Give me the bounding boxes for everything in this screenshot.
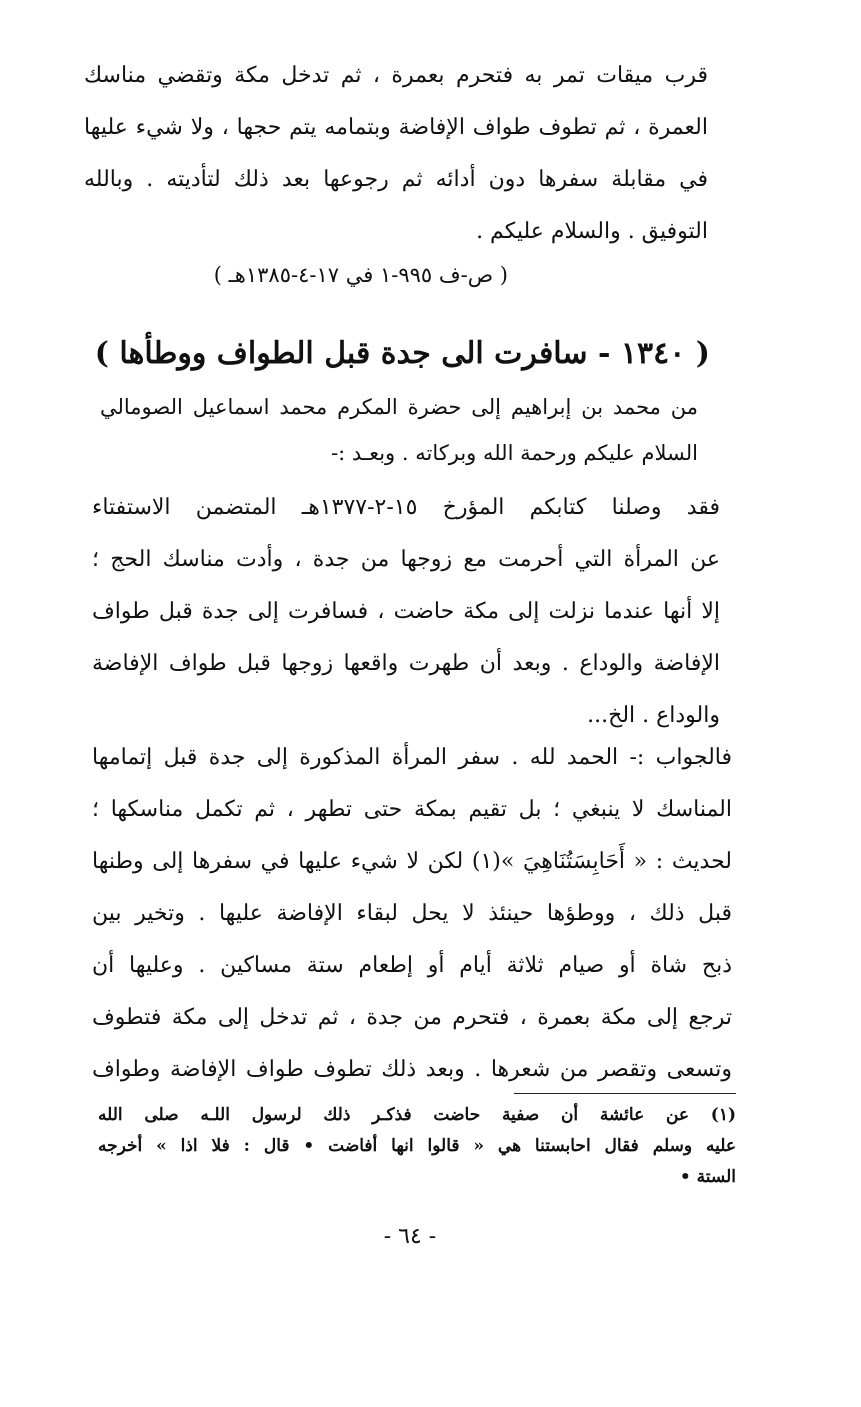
text-line: الإفاضة والوداع . وبعد أن طهرت واقعها زوجها قبل طواف الإفاضة bbox=[92, 651, 720, 676]
text-line: التوفيق . والسلام عليكم . bbox=[476, 219, 708, 244]
text-line: إلا أنها عندما نزلت إلى مكة حاضت ، فسافرت إلى جدة قبل طواف bbox=[92, 599, 720, 624]
footnote-line: (١) عن عائشة أن صفية حاضت فذكـر ذلك لرسول اللـه صلى الله bbox=[98, 1105, 736, 1125]
address-line: من محمد بن إبراهيم إلى حضرة المكرم محمد اسماعيل الصومالي bbox=[100, 395, 698, 419]
footnote-divider bbox=[514, 1093, 736, 1094]
text-line: فالجواب :- الحمد لله . سفر المرأة المذكورة إلى جدة قبل إتمامها bbox=[92, 745, 732, 770]
answer-paragraph bbox=[92, 732, 732, 1096]
text-line: العمرة ، ثم تطوف طواف الإفاضة وبتمامه يتم حجها ، ولا شيء عليها bbox=[84, 115, 708, 140]
greeting-line: السلام عليكم ورحمة الله وبركاته . وبعـد :- bbox=[331, 441, 698, 465]
top-paragraph bbox=[84, 50, 708, 258]
fatwa-reference: ( ص-ف ٩٩٥-١ في ١٧-٤-١٣٨٥هـ ) bbox=[213, 263, 508, 287]
footnote bbox=[98, 1100, 736, 1193]
letter-address bbox=[100, 384, 698, 476]
text-line: ترجع إلى مكة بعمرة ، فتحرم من جدة ، ثم تدخل إلى مكة فتطوف bbox=[92, 1005, 732, 1030]
text-line: في مقابلة سفرها دون أدائه ثم رجوعها بعد ذلك لتأديته . وبالله bbox=[84, 167, 708, 192]
footnote-line: عليه وسلم فقال احابستنا هي « قالوا انها أفاضت • قال : فلا اذا » أخرجه bbox=[98, 1136, 736, 1156]
text-line: عن المرأة التي أحرمت مع زوجها من جدة ، وأدت مناسك الحج ؛ bbox=[92, 547, 720, 572]
text-line: والوداع . الخ... bbox=[587, 703, 720, 728]
page-number: - ٦٤ - bbox=[383, 1224, 437, 1249]
footnote-line: الستة • bbox=[679, 1167, 736, 1187]
text-line: وتسعى وتقصر من شعرها . وبعد ذلك تطوف طواف الإفاضة وطواف bbox=[92, 1057, 732, 1082]
text-line: قبل ذلك ، ووطؤها حينئذ لا يحل لبقاء الإفاضة عليها . وتخير بين bbox=[92, 901, 732, 926]
text-line: قرب ميقات تمر به فتحرم بعمرة ، ثم تدخل مكة وتقضي مناسك bbox=[84, 63, 708, 88]
section-heading: ( ١٣٤٠ - سافرت الى جدة قبل الطواف ووطأها ) bbox=[94, 336, 710, 371]
text-line: فقد وصلنا كتابكم المؤرخ ١٥-٢-١٣٧٧هـ المتضمن الاستفتاء bbox=[92, 495, 720, 520]
question-paragraph bbox=[92, 482, 720, 742]
text-line: ذبح شاة أو صيام ثلاثة أيام أو إطعام ستة مساكين . وعليها أن bbox=[92, 953, 732, 978]
text-line: لحديث : « أَحَابِسَتُنَاهِيَ »(١) لكن لا شيء عليها في سفرها إلى وطنها bbox=[92, 849, 732, 874]
text-line: المناسك لا ينبغي ؛ بل تقيم بمكة حتى تطهر ، ثم تكمل مناسكها ؛ bbox=[92, 797, 732, 822]
